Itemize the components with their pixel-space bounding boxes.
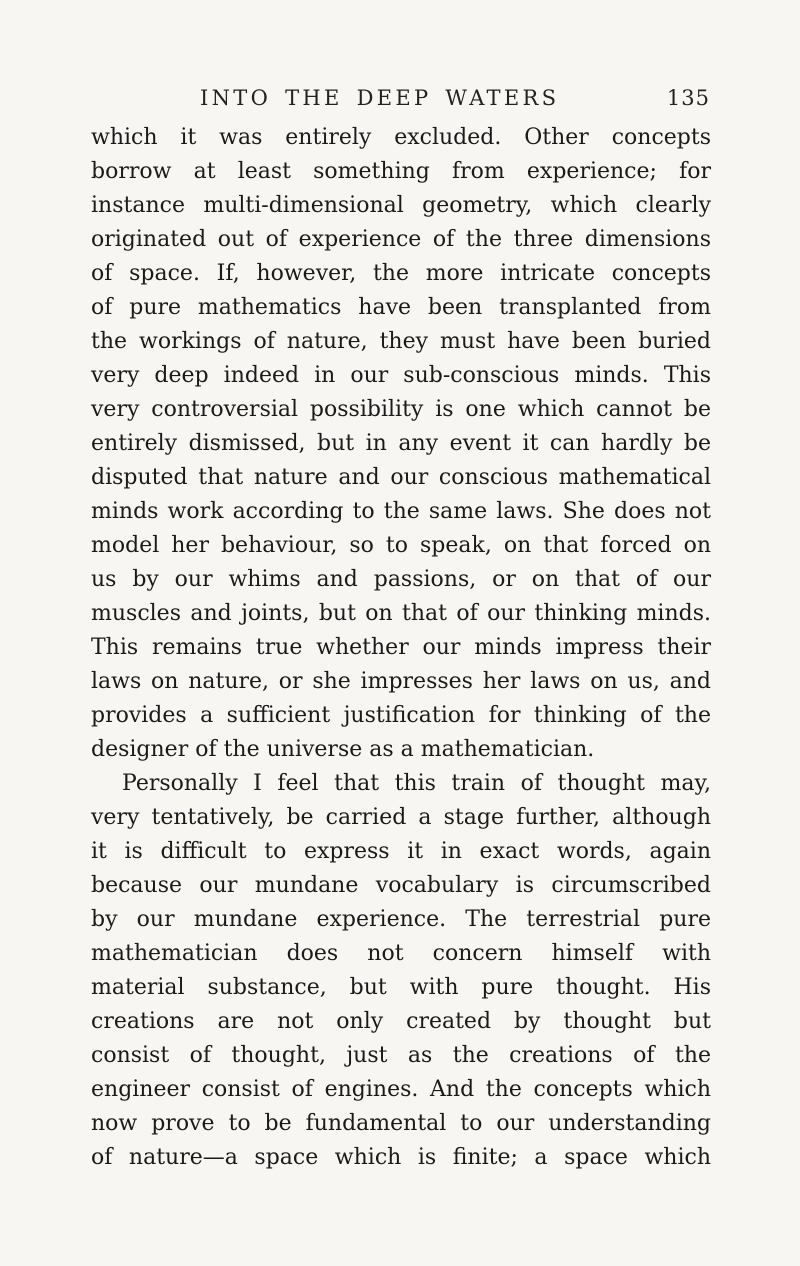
text-line: creations are not only created by thought but	[91, 1009, 711, 1034]
text-line: the workings of nature, they must have been buried	[91, 329, 711, 354]
text-line: it is difficult to express it in exact words, again	[91, 839, 711, 864]
text-line: very tentatively, be carried a stage further, although	[91, 805, 711, 830]
text-line: because our mundane vocabulary is circumscribed	[91, 873, 711, 898]
text-line: This remains true whether our minds impress their	[91, 635, 711, 660]
text-line: of nature—a space which is finite; a space which	[91, 1145, 711, 1170]
text-line: now prove to be fundamental to our understanding	[91, 1111, 711, 1136]
text-line: provides a sufficient justification for thinking of the	[91, 703, 711, 728]
text-line: by our mundane experience. The terrestrial pure	[91, 907, 711, 932]
text-line: muscles and joints, but on that of our thinking minds.	[91, 601, 711, 626]
text-line: of pure mathematics have been transplanted from	[91, 295, 711, 320]
text-line: consist of thought, just as the creations of the	[91, 1043, 711, 1068]
text-line: engineer consist of engines. And the concepts which	[91, 1077, 711, 1102]
page-number: 135	[666, 86, 710, 110]
text-line: which it was entirely excluded. Other concepts	[91, 125, 711, 150]
running-title: INTO THE DEEP WATERS	[200, 86, 560, 110]
text-line: instance multi-dimensional geometry, which clearly	[91, 193, 711, 218]
text-line: minds work according to the same laws. She does not	[91, 499, 711, 524]
text-line: originated out of experience of the three dimensions	[91, 227, 711, 252]
running-head	[200, 86, 710, 118]
text-line: mathematician does not concern himself with	[91, 941, 711, 966]
text-line: very controversial possibility is one which cannot be	[91, 397, 711, 422]
text-line: entirely dismissed, but in any event it can hardly be	[91, 431, 711, 456]
text-line: model her behaviour, so to speak, on that forced on	[91, 533, 711, 558]
paragraph-start-line: Personally I feel that this train of thought may,	[122, 771, 711, 796]
text-line: very deep indeed in our sub-conscious minds. This	[91, 363, 711, 388]
text-line: disputed that nature and our conscious mathematical	[91, 465, 711, 490]
body-text	[91, 121, 711, 1175]
text-line: material substance, but with pure thought. His	[91, 975, 711, 1000]
text-line: us by our whims and passions, or on that of our	[91, 567, 711, 592]
text-line: of space. If, however, the more intricate concepts	[91, 261, 711, 286]
text-line: laws on nature, or she impresses her laws on us, and	[91, 669, 711, 694]
paragraph-end-line: designer of the universe as a mathematician.	[91, 737, 595, 762]
text-line: borrow at least something from experience; for	[91, 159, 711, 184]
